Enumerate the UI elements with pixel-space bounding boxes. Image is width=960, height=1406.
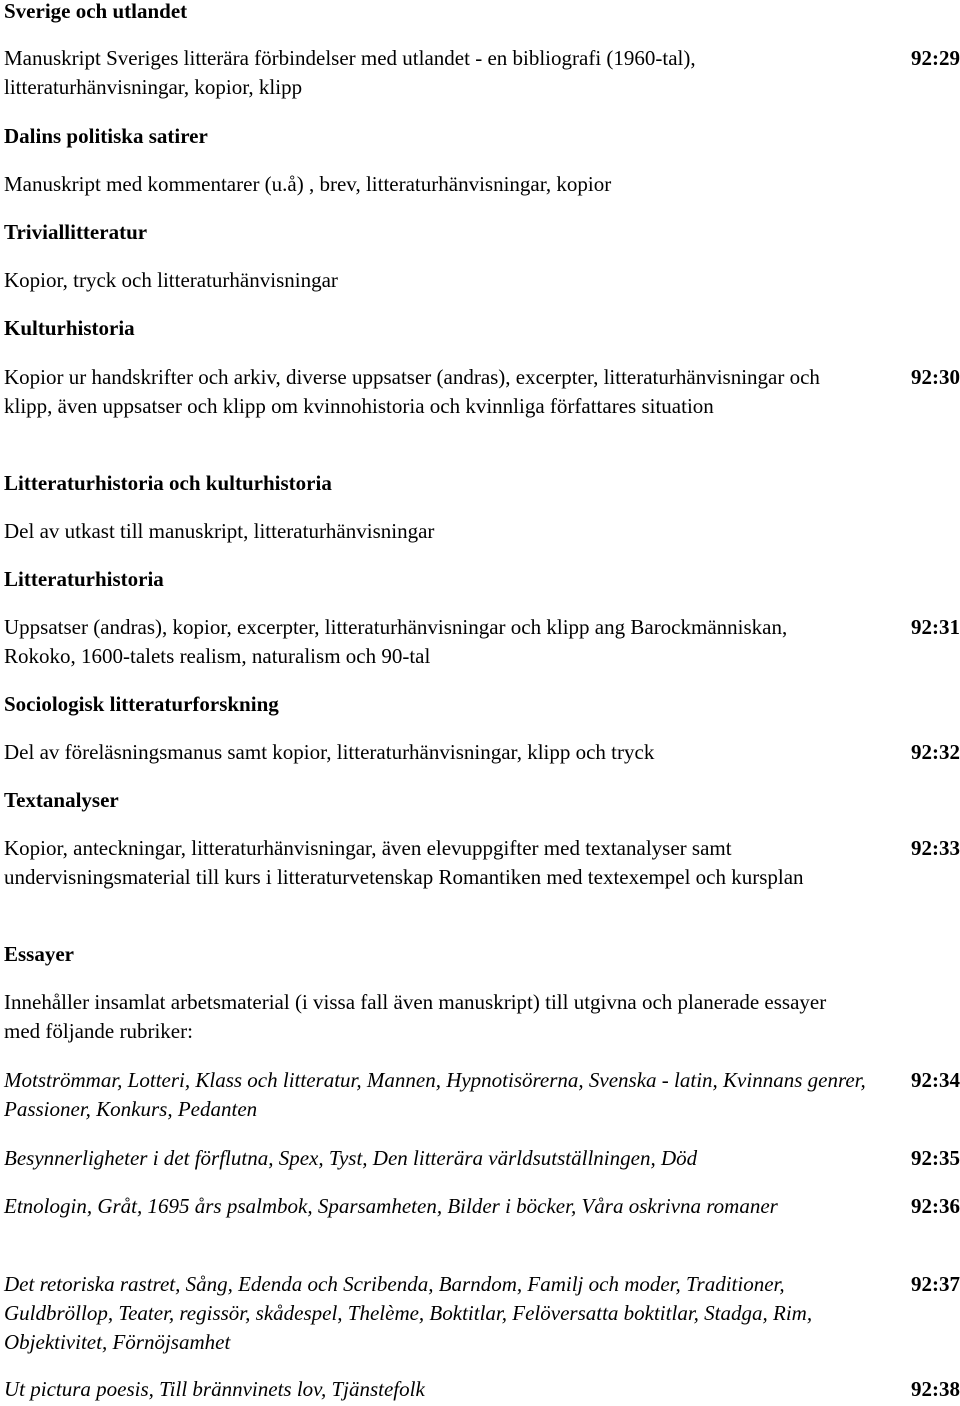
essay-topics: Motströmmar, Lotteri, Klass och litteratur, Mannen, Hypnotisörerna, Svenska - latin, Kvinnans genrer, Passioner, Konkurs, Pedanten [4,1068,866,1121]
section-heading: Litteraturhistoria och kulturhistoria [4,471,332,495]
entry-text: Manuskript med kommentarer (u.å) , brev, litteraturhänvisningar, kopior [4,172,612,196]
section-heading: Kulturhistoria [4,316,135,340]
entry-text: Uppsatser (andras), kopior, excerpter, litteraturhänvisningar och klipp ang Barockmänniskan, Rokoko, 1600-talets realism, naturalism och 90-tal [4,615,788,668]
section-heading: Triviallitteratur [4,220,148,244]
section-heading: Sociologisk litteraturforskning [4,692,279,716]
essay-topics: Besynnerligheter i det förflutna, Spex, Tyst, Den litterära världsutställningen, Död [4,1146,698,1170]
shelf-code: 92:30 [911,365,960,389]
shelf-code: 92:36 [911,1194,960,1218]
entry-text: Kopior ur handskrifter och arkiv, diverse uppsatser (andras), excerpter, litteraturhänvisningar och klipp, även uppsatser och klipp om kvinnohistoria och kvinnliga författares situation [4,365,820,418]
entry-text: Kopior, anteckningar, litteraturhänvisningar, även elevuppgifter med textanalyser samt undervisningsmaterial till kurs i litteraturvetenskap Romantiken med textexempel och kursplan [4,836,804,889]
entry-text: Kopior, tryck och litteraturhänvisningar [4,268,338,292]
entry-text: Manuskript Sveriges litterära förbindelser med utlandet - en bibliografi (1960-tal), litteraturhänvisningar, kopior, klipp [4,46,696,99]
entry-text: Del av utkast till manuskript, litteraturhänvisningar [4,519,435,543]
essay-topics: Det retoriska rastret, Sång, Edenda och Scribenda, Barndom, Familj och moder, Traditioner, Guldbröllop, Teater, regissör, skådespel, Thelème, Boktitlar, Felöversatta boktitlar, Stadga, Rim, Objektivitet, Förnöjsamhet [4,1272,813,1354]
section-heading: Litteraturhistoria [4,567,164,591]
section-heading: Dalins politiska satirer [4,124,208,148]
section-heading: Textanalyser [4,788,119,812]
shelf-code: 92:29 [911,46,960,70]
shelf-code: 92:37 [911,1272,960,1296]
shelf-code: 92:33 [911,836,960,860]
shelf-code: 92:34 [911,1068,960,1092]
shelf-code: 92:32 [911,740,960,764]
essay-topics: Etnologin, Gråt, 1695 års psalmbok, Sparsamheten, Bilder i böcker, Våra oskrivna romaner [4,1194,778,1218]
section-heading: Essayer [4,942,74,966]
entry-text: Del av föreläsningsmanus samt kopior, litteraturhänvisningar, klipp och tryck [4,740,655,764]
shelf-code: 92:38 [911,1377,960,1401]
essay-topics: Ut pictura poesis, Till brännvinets lov, Tjänstefolk [4,1377,425,1401]
shelf-code: 92:31 [911,615,960,639]
section-heading: Sverige och utlandet [4,0,188,23]
entry-text: Innehåller insamlat arbetsmaterial (i vissa fall även manuskript) till utgivna och planerade essayer med följande rubriker: [4,990,827,1043]
shelf-code: 92:35 [911,1146,960,1170]
